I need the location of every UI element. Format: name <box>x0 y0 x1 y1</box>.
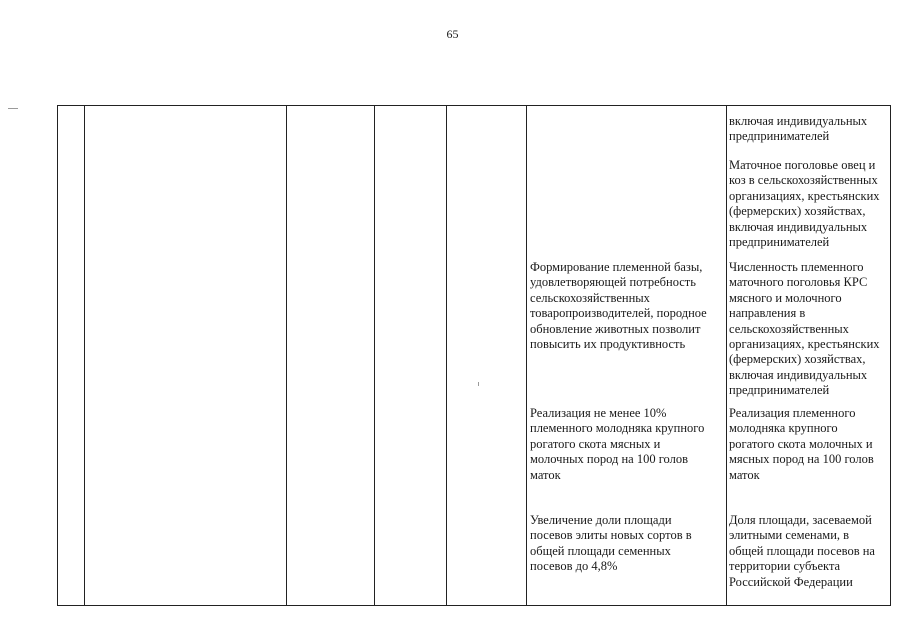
expected-result-text: Формирование племенной базы, удовлетворяющей потребность сельскохозяйственных товаропроизводителей, породное обновление животных позволит повысить их продуктивность <box>530 260 707 352</box>
scan-mark <box>8 108 18 109</box>
expected-result-text: Реализация не менее 10% племенного молодняка крупного рогатого скота мясных и молочных пород на 100 голов маток <box>530 406 705 482</box>
indicator-text: Реализация племенного молодняка крупного рогатого скота молочных и мясных пород на 100 голов маток <box>729 406 874 482</box>
indicator-text: Маточное поголовье овец и коз в сельскохозяйственных организациях, крестьянских (фермерских) хозяйствах, включая индивидуальных предпринимателей <box>729 158 880 250</box>
indicator-text: включая индивидуальных предпринимателей <box>729 114 868 144</box>
column-border <box>286 106 287 605</box>
data-table <box>57 105 891 606</box>
column-border <box>446 106 447 605</box>
column-border <box>84 106 85 605</box>
column-border <box>374 106 375 605</box>
column-border <box>57 106 58 605</box>
expected-result-text: Увеличение доли площади посевов элиты новых сортов в общей площади семенных посевов до 4,8% <box>530 513 692 574</box>
indicator-text: Доля площади, засеваемой элитными семенами, в общей площади посевов на территории субъекта Российской Федерации <box>729 513 875 589</box>
column-border <box>526 106 527 605</box>
column-border <box>890 106 891 605</box>
indicator-text: Численность племенного маточного поголовья КРС мясного и молочного направления в сельскохозяйственных организациях, крестьянских (фермерских) хозяйствах, включая индивидуальных предпринимателей <box>729 260 880 398</box>
column-border <box>726 106 727 605</box>
page-number: 65 <box>446 27 459 41</box>
